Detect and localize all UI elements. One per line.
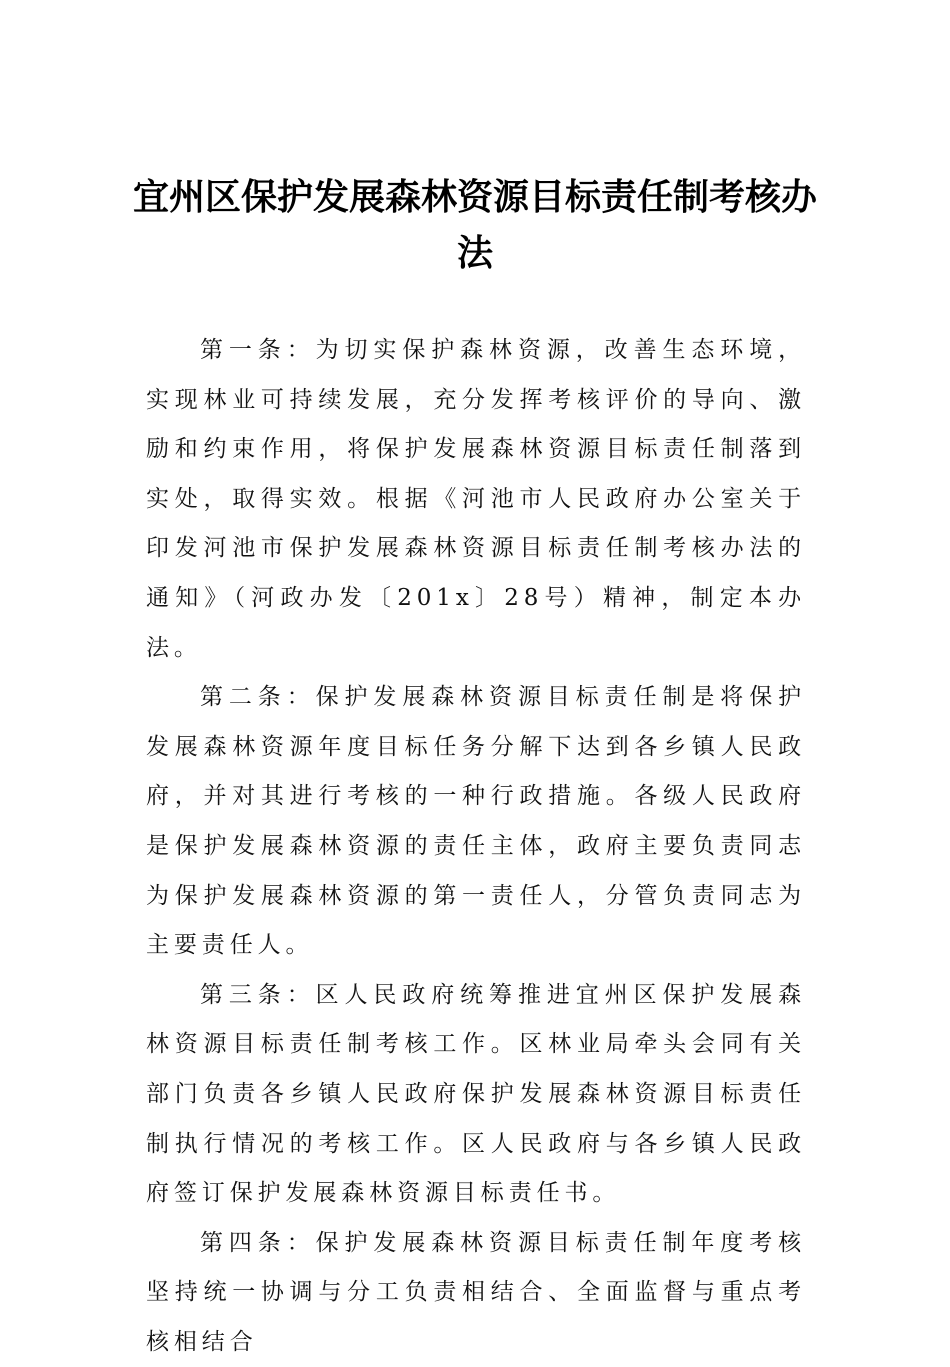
document-title: 宜州区保护发展森林资源目标责任制考核办法: [132, 177, 817, 274]
article-1: 第一条：为切实保护森林资源，改善生态环境，实现林业可持续发展，充分发挥考核评价的导向、激励和约束作用，将保护发展森林资源目标责任制落到实处，取得实效。根据《河池市人民政府办公室关于印发河池市保护发展森林资源目标责任制考核办法的通知》（河政办发〔201x〕28号）精神，制定本办法。: [146, 337, 806, 661]
article-2: 第二条：保护发展森林资源目标责任制是将保护发展森林资源年度目标任务分解下达到各乡镇人民政府，并对其进行考核的一种行政措施。各级人民政府是保护发展森林资源的责任主体，政府主要负责同志为保护发展森林资源的第一责任人，分管负责同志为主要责任人。: [146, 684, 806, 959]
article-3: 第三条：区人民政府统筹推进宜州区保护发展森林资源目标责任制考核工作。区林业局牵头会同有关部门负责各乡镇人民政府保护发展森林资源目标责任制执行情况的考核工作。区人民政府与各乡镇人民政府签订保护发展森林资源目标责任书。: [146, 981, 806, 1207]
document-body: [146, 326, 806, 1367]
article-4: 第四条：保护发展森林资源目标责任制年度考核坚持统一协调与分工负责相结合、全面监督与重点考核相结合: [146, 1229, 806, 1355]
